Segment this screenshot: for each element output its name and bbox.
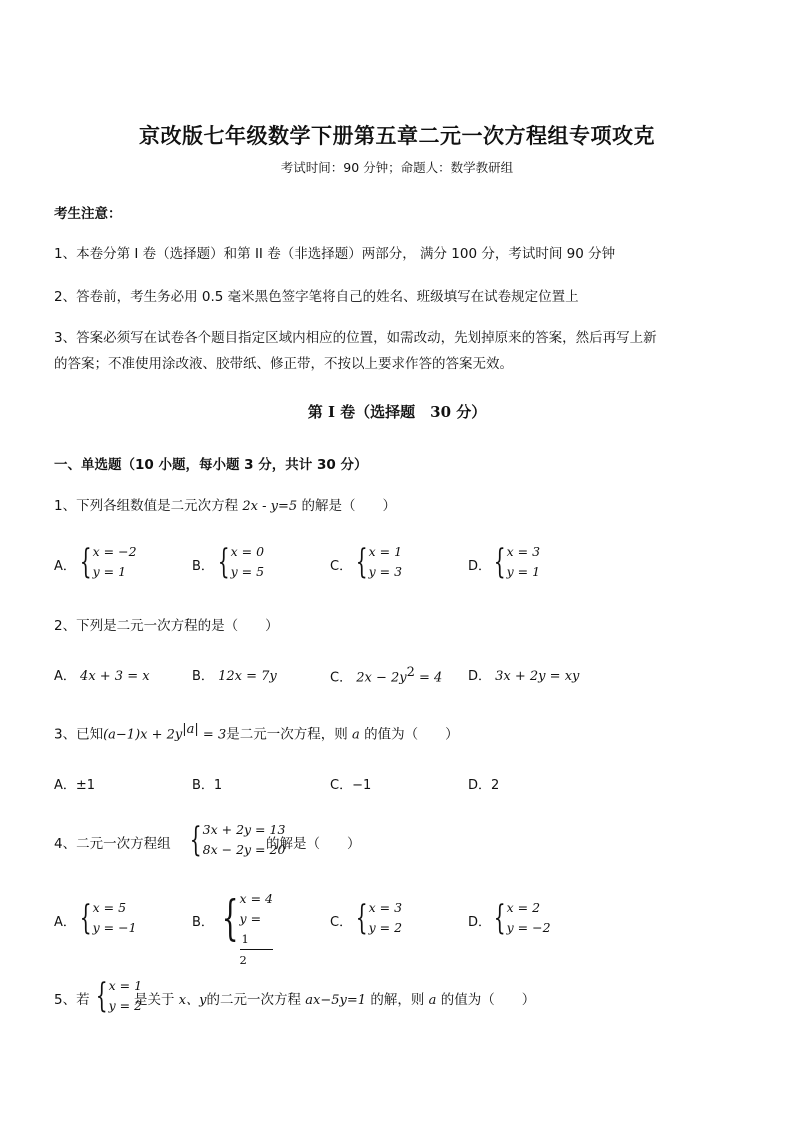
- section-title: 第 I 卷（选择题 30 分）: [307, 403, 487, 421]
- q1-option-c: { x = 1 y = 3: [355, 542, 403, 582]
- q3-option-a: A．±1: [54, 778, 96, 793]
- q4-option-b-label: B．: [192, 915, 214, 930]
- part-heading: 一、单选题（10 小题，每小题 3 分，共计 30 分）: [54, 457, 368, 473]
- q4-option-d: { x = 2 y = −2: [493, 898, 551, 938]
- notice-item-1: 1、本卷分第 I 卷（选择题）和第 II 卷（非选择题）两部分， 满分 100 分，考试时间 90 分钟: [54, 246, 616, 262]
- question-4-stem-prefix: 4、二元一次方程组: [54, 836, 171, 852]
- q2-option-a: A． 4x + 3 = x: [54, 669, 150, 684]
- q2-option-b: B． 12x = 7y: [192, 669, 277, 684]
- question-1-stem: 1、下列各组数值是二元次方程 2x - y=5 的解是（ ）: [54, 498, 396, 514]
- q4-option-b: { x = 4 y = 1 2: [221, 890, 273, 967]
- exam-subtitle: 考试时间：90 分钟；命题人：数学教研组: [280, 160, 514, 175]
- q1-option-a: { x = −2 y = 1: [79, 542, 137, 582]
- q4-equation-system: { 3x + 2y = 13 8x − 2y = 20: [189, 820, 286, 860]
- question-5-stem-prefix: 5、若: [54, 992, 90, 1008]
- q2-option-c: C． $2x - 2y^2 = 4$: [330, 665, 443, 686]
- q3-option-c: C．−1: [330, 778, 372, 793]
- page-title: 京改版七年级数学下册第五章二元一次方程组专项攻克: [139, 123, 655, 148]
- q1-option-d: { x = 3 y = 1: [493, 542, 541, 582]
- question-5-stem-suffix: 是关于 x、y的二元一次方程 ax−5y=1 的解，则 a 的值为（ ）: [134, 992, 536, 1008]
- notice-item-3-continued: 的答案；不准使用涂改液、胶带纸、修正带，不按以上要求作答的答案无效。: [54, 356, 513, 372]
- notice-heading: 考生注意：: [54, 206, 122, 222]
- q1-option-b: { x = 0 y = 5: [217, 542, 265, 582]
- question-2-stem: 2、下列是二元一次方程的是（ ）: [54, 618, 279, 634]
- question-3-stem: 3、已知$(a-1)x + 2y^{|a|} = 3$是二元一次方程，则 a 的值为（ ）: [54, 722, 459, 743]
- notice-item-2: 2、答卷前，考生务必用 0.5 毫米黑色签字笔将自己的姓名、班级填写在试卷规定位置上: [54, 289, 579, 305]
- notice-item-3: 3、答案必须写在试卷各个题目指定区域内相应的位置，如需改动，先划掉原来的答案，然后再写上新: [54, 330, 657, 346]
- q1-option-d-label: D．: [468, 559, 492, 574]
- q1-option-a-label: A．: [54, 559, 76, 574]
- q1-option-b-label: B．: [192, 559, 214, 574]
- q4-option-c: { x = 3 y = 2: [355, 898, 403, 938]
- q3-option-d: D．2: [468, 778, 500, 793]
- q2-option-d: D． 3x + 2y = xy: [468, 669, 580, 684]
- q4-option-a-label: A．: [54, 915, 76, 930]
- q4-option-c-label: C．: [330, 915, 353, 930]
- q1-option-c-label: C．: [330, 559, 353, 574]
- q4-option-d-label: D．: [468, 915, 492, 930]
- q5-solution-system: { x = 1 y = 2: [95, 976, 143, 1016]
- q3-option-b: B．1: [192, 778, 223, 793]
- question-4-stem-suffix: 的解是（ ）: [266, 836, 361, 852]
- q4-option-a: { x = 5 y = −1: [79, 898, 137, 938]
